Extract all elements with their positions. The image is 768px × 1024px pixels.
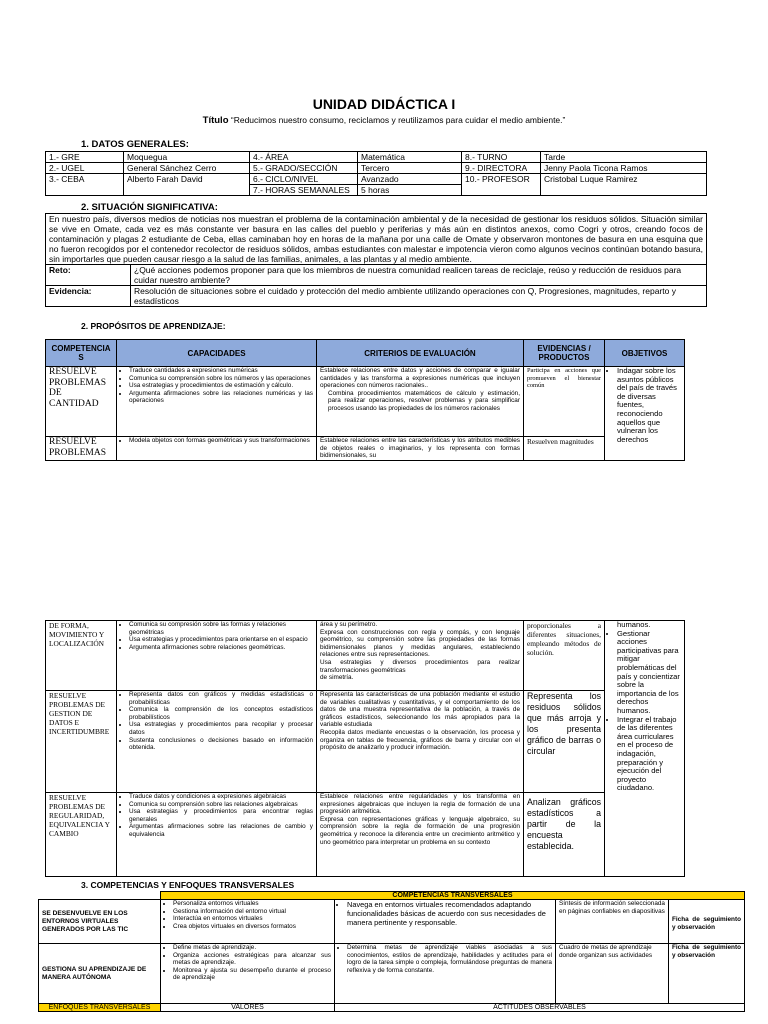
situacion-text: En nuestro país, diversos medios de noticias nos muestran el problema de la contaminación ambiental y de la necesidad de gestionar los residuos sólidos. Situación similar se vive en Omate, cada vez es más constante ver basura en las calles del pueblo y periferias y más aún en distintos anexos, como Cogri y otros, creando focos de contaminación y plagas 2 estudiante de Ceba, ellas caminaban hoy en horas de la mañana por una calle de Omate y observaron montones de basura en una esquina que no fueron recogidos por el contenedor recolector de residuos sólidos, ambas estudiantes con malestar e impotencia vieron como algunos vecinos continúan botando basura, sin importarles que pueden causar riesgo a la salud de las familias, animales, a las plantas y al medio ambiente.: [46, 214, 707, 265]
evidencias-cell: Analizan gráficos estadísticos a partir de la encuesta establecida.: [524, 793, 605, 877]
evidencias-cell: Síntesis de información seleccionada en páginas confiables en diapositivas: [556, 900, 669, 944]
objetivos-cell: • Indagar sobre los asuntos públicos del país de través de diversas fuentes, reconociendo aquellos que vulneran los derechos: [605, 367, 685, 461]
criterios-cell: Establece relaciones entre regularidades y los transforma en expresiones algebraicas que incluyen la regla de formación de una progresión aritmética. Expresa con representaciones gráficas y lenguaje algebraico, su comprensión sobre la regla de formación de una progresión geométrica y reconoce la diferencia entre un crecimiento aritmético y uno geométrico para interpretar un problema en su contexto: [317, 793, 524, 877]
table-header-row: [39, 1004, 745, 1012]
section-datos-generales: 1. DATOS GENERALES:: [81, 139, 189, 150]
table-row: [46, 286, 707, 307]
transversales-header: COMPETENCIAS TRANSVERSALES: [161, 892, 745, 900]
actitudes-header: ACTITUDES OBSERVABLES: [335, 1004, 745, 1012]
capacidades-cell: • Representa datos con gráficos y medidas estadísticas o probabilísticas • Comunica la comprensión de los conceptos estadísticos probabilísticos • Usa estrategias y procedimientos para recopilar y procesar datos • Sustenta conclusiones o decisiones basado en información obtenida.: [117, 691, 317, 793]
capacidades-cell: • Traduce datos y condiciones a expresiones algebraicas • Comunica su comprensión sobre las relaciones algebraicas • Usa estrategias y procedimientos para encontrar reglas generales • Argumentas afirmaciones sobre las relaciones de cambio y equivalencia: [117, 793, 317, 877]
situacion-table: [45, 213, 707, 307]
evidencia-label: Evidencia:: [46, 286, 131, 307]
criterios-cell: • Navega en entornos virtuales recomendados adaptando funcionalidades básicas de acuerdo con sus necesidades de manera pertinente y responsable.: [335, 900, 556, 944]
table-row: 7.- HORAS SEMANALES 5 horas: [46, 185, 707, 196]
section-transversales: 3. COMPETENCIAS Y ENFOQUES TRANSVERSALES: [81, 880, 295, 890]
capacidades-cell: • Define metas de aprendizaje. • Organiza acciones estratégicas para alcanzar sus metas de aprendizaje. • Monitorea y ajusta su desempeño durante el proceso de aprendizaje: [161, 944, 335, 1004]
objetivos-cell: humanos. • Gestionar acciones participativas para mitigar problemáticas del país y concientizar sobre la importancia de los derechos humanos. • Integrar el trabajo de las diferentes área curriculares en el proceso de indagación, preparación y ejecución del proyecto ciudadano.: [605, 621, 685, 877]
transversales-table: [38, 891, 745, 1012]
competencia-cell: RESUELVE PROBLEMAS DE REGULARIDAD, EQUIVALENCIA Y CAMBIO: [46, 793, 117, 877]
capacidades-cell: • Personaliza entornos virtuales • Gestiona información del entorno virtual • Interactúa en entornos virtuales • Crea objetos virtuales en diversos formatos: [161, 900, 335, 944]
evidencias-cell: Resuelven magnitudes: [524, 437, 605, 461]
competencia-cell: RESUELVE PROBLEMAS DE GESTION DE DATOS E INCERTIDUMBRE: [46, 691, 117, 793]
subtitle-label: Título: [202, 115, 229, 126]
propositos-table-p1: [45, 339, 685, 461]
propositos-table-p2: [45, 620, 685, 877]
table-header-row: COMPETENCIA S CAPACIDADES CRITERIOS DE EVALUACIÓN EVIDENCIAS / PRODUCTOS OBJETIVOS: [46, 340, 685, 367]
criterios-cell: Establece relaciones entre datos y acciones de comparar e igualar cantidades y las transforma a expresiones numéricas que incluyen operaciones con números racionales.. Combina procedimientos matemáticos de cálculo y estimación, para realizar operaciones, resolver problemas y para simplificar procesos usando las propiedades de los números racionales: [317, 367, 524, 437]
page-title: UNIDAD DIDÁCTICA I: [312, 96, 456, 112]
reto-label: Reto:: [46, 265, 131, 286]
competencia-cell: GESTIONA SU APRENDIZAJE DE MANERA AUTÓNOMA: [39, 944, 161, 1004]
section-propositos: 2. PROPÓSITOS DE APRENDIZAJE:: [81, 321, 226, 331]
criterios-cell: área y su perímetro. Expresa con construcciones con regla y compás, y con lenguaje geométrico, su comprensión sobre las propiedades de las formas bidimensionales planos y medidas angulares, estableciendo relaciones entre sus representaciones. Usa estrategias y diversos procedimientos para realizar transformaciones geométricas de simetría.: [317, 621, 524, 691]
table-row: [46, 793, 685, 877]
table-row: 2.- UGEL General Sánchez Cerro 5.- GRADO/SECCIÓN Tercero 9.- DIRECTORA Jenny Paola Ticona Ramos: [46, 163, 707, 174]
criterios-cell: Establece relaciones entre las características y los atributos medibles de objetos reales o imaginarios, y los representa con formas bidimensionales, su: [317, 437, 524, 461]
evidencias-cell: Cuadro de metas de aprendizaje donde organizan sus actividades: [556, 944, 669, 1004]
enfoques-header: ENFOQUES TRANSVERSALES: [39, 1004, 161, 1012]
table-row: [46, 691, 685, 793]
evidencias-cell: proporcionales a diferentes situaciones, empleando métodos de solución.: [524, 621, 605, 691]
evidencias-cell: Participa en acciones que promueven el bienestar común: [524, 367, 605, 437]
table-row: [39, 900, 745, 944]
competencia-cell: RESUELVE PROBLEMAS: [46, 437, 117, 461]
capacidades-cell: • Traduce cantidades a expresiones numéricas • Comunica su comprensión sobre los números y las operaciones • Usa estrategias y procedimientos de estimación y cálculo. • Argumenta afirmaciones sobre las relaciones numéricas y las operaciones: [117, 367, 317, 437]
datos-generales-table: [45, 151, 707, 196]
evidencias-cell: Representa los residuos sólidos que más arroja y los presenta gráfico de barras o circular: [524, 691, 605, 793]
table-row: [46, 265, 707, 286]
table-row: [46, 367, 685, 437]
table-row: 1.- GRE Moquegua 4.- ÁREA Matemática 8.- TURNO Tarde: [46, 152, 707, 163]
competencia-cell: DE FORMA, MOVIMIENTO Y LOCALIZACIÓN: [46, 621, 117, 691]
table-row: [46, 621, 685, 691]
table-row: [46, 437, 685, 461]
evidencia-text: Resolución de situaciones sobre el cuidado y protección del medio ambiente utilizando operaciones con Q, Progresiones, magnitudes, reparto y estadísticos: [131, 286, 707, 307]
subtitle-text: “Reducimos nuestro consumo, reciclamos y reutilizamos para cuidar el medio ambiente.”: [230, 115, 566, 125]
instrumento-cell: Ficha de seguimiento y observación: [669, 944, 745, 1004]
capacidades-cell: • Comunica su compresión sobre las formas y relaciones geométricas • Usa estrategias y procedimientos para orientarse en el espacio • Argumenta afirmaciones sobre relaciones geométricas.: [117, 621, 317, 691]
competencia-cell: SE DESENVUELVE EN LOS ENTORNOS VIRTUALES GENERADOS POR LAS TIC: [39, 900, 161, 944]
table-row: 3.- CEBA Alberto Farah David 6.- CICLO/NIVEL Avanzado 10.- PROFESOR Cristobal Luque Ramirez: [46, 174, 707, 185]
criterios-cell: Representa las características de una población mediante el estudio de variables cualitativas y cuantitativas, y el comportamiento de los datos de una muestra representativa de la población, a través de gráficos estadísticos, seleccionando los más apropiados para la variable estudiada Recopila datos mediante encuestas o la observación, los procesa y organiza en tablas de frecuencia, gráficos de barra y circular con el propósito de analizarlo y producir información.: [317, 691, 524, 793]
section-situacion: 2. SITUACIÓN SIGNIFICATIVA:: [81, 202, 218, 213]
capacidades-cell: • Modela objetos con formas geométricas y sus transformaciones: [117, 437, 317, 461]
unit-subtitle: [0, 115, 768, 126]
table-header-row: [39, 892, 745, 900]
valores-header: VALORES: [161, 1004, 335, 1012]
criterios-cell: • Determina metas de aprendizaje viables asociadas a sus conocimientos, estilos de aprendizaje, habilidades y actitudes para el logro de la tarea simple o compleja, formulándose preguntas de manera reflexiva y de forma constante.: [335, 944, 556, 1004]
table-row: [46, 214, 707, 265]
table-row: [39, 944, 745, 1004]
competencia-cell: RESUELVE PROBLEMAS DE CANTIDAD: [46, 367, 117, 437]
reto-text: ¿Qué acciones podemos proponer para que los miembros de nuestra comunidad realicen tareas de reciclaje, reúso y reducción de residuos para cuidar nuestro ambiente?: [131, 265, 707, 286]
instrumento-cell: Ficha de seguimiento y observación: [669, 900, 745, 944]
